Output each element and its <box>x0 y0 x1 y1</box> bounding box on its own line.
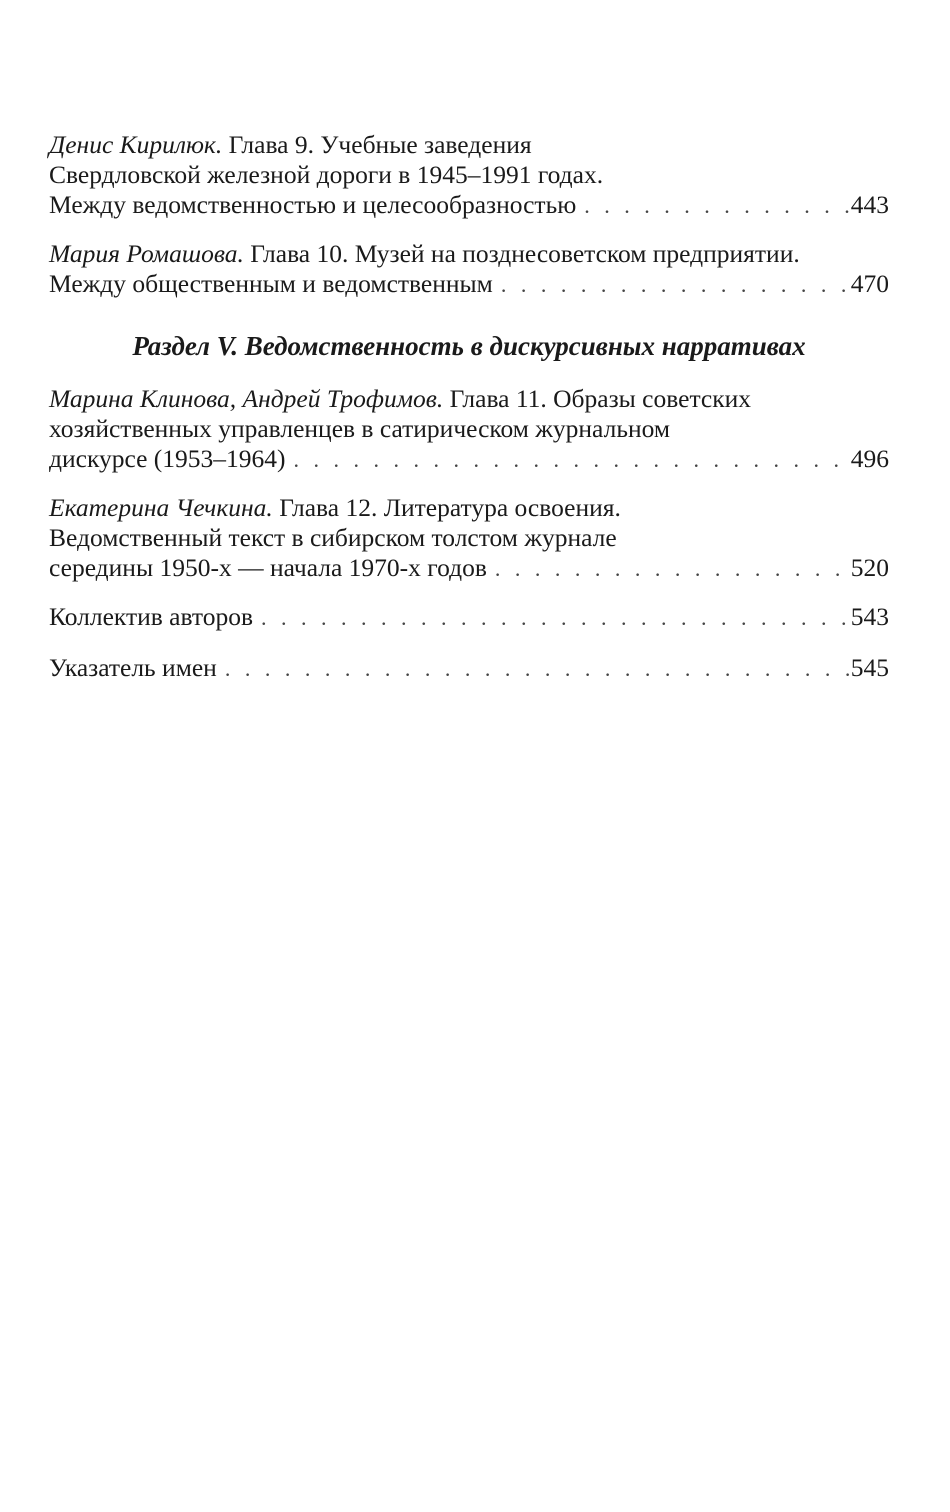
toc-entry-last-line <box>49 653 889 684</box>
table-of-contents <box>49 130 889 704</box>
toc-entry-last-line <box>49 602 889 633</box>
dot-leader <box>286 445 851 475</box>
toc-entry-line <box>49 239 889 269</box>
dot-leader <box>493 270 851 300</box>
chapter-title-part: Глава 9. Учебные заведения <box>228 130 532 159</box>
toc-entry-last-line <box>49 553 889 584</box>
chapter-title-part: Глава 12. Литература освоения. <box>279 493 621 522</box>
chapter-author: Марина Клинова, Андрей Трофимов. <box>49 384 444 413</box>
dot-leader <box>576 191 850 221</box>
toc-entry-line <box>49 384 889 414</box>
chapter-title-part: дискурсе (1953–1964) <box>49 444 286 473</box>
toc-entry-chapter-10 <box>49 239 889 300</box>
page-number: 443 <box>850 190 889 219</box>
toc-entry-line <box>49 130 889 160</box>
page-number: 470 <box>850 269 889 298</box>
chapter-title-part: Глава 11. Образы советских <box>449 384 752 413</box>
page-number: 496 <box>850 444 889 473</box>
section-heading: Раздел V. Ведомственность в дискурсивных нарративах <box>132 331 806 361</box>
chapter-author: Денис Кирилюк. <box>49 130 223 159</box>
chapter-author: Мария Ромашова. <box>49 239 244 268</box>
toc-entry-last-line <box>49 269 889 300</box>
entry-title: Коллектив авторов <box>49 602 253 631</box>
page-number: 543 <box>850 602 889 631</box>
chapter-title-part: середины 1950-х — начала 1970-х годов <box>49 553 487 582</box>
toc-entry-chapter-12 <box>49 493 889 584</box>
dot-leader <box>253 603 851 633</box>
chapter-author: Екатерина Чечкина. <box>49 493 273 522</box>
toc-entry-last-line <box>49 444 889 475</box>
dot-leader <box>487 554 851 584</box>
toc-entry-authors <box>49 602 889 633</box>
page-number: 545 <box>850 653 889 682</box>
toc-entry-last-line <box>49 190 889 221</box>
entry-title: Указатель имен <box>49 653 217 682</box>
dot-leader <box>217 654 851 684</box>
chapter-title-part: Между ведомственностью и целесообразностью <box>49 190 577 219</box>
chapter-title-part: хозяйственных управленцев в сатирическом журнальном <box>49 414 671 443</box>
toc-entry-index <box>49 653 889 684</box>
chapter-title-part: Глава 10. Музей на позднесоветском предприятии. <box>250 239 800 268</box>
page-number: 520 <box>850 553 889 582</box>
chapter-title-part: Между общественным и ведомственным <box>49 269 493 298</box>
toc-entry-chapter-9 <box>49 130 889 221</box>
chapter-title-part: Ведомственный текст в сибирском толстом журнале <box>49 523 617 552</box>
chapter-title-part: Свердловской железной дороги в 1945–1991 годах. <box>49 160 604 189</box>
toc-entry-chapter-11 <box>49 384 889 475</box>
toc-entry-line <box>49 493 889 523</box>
